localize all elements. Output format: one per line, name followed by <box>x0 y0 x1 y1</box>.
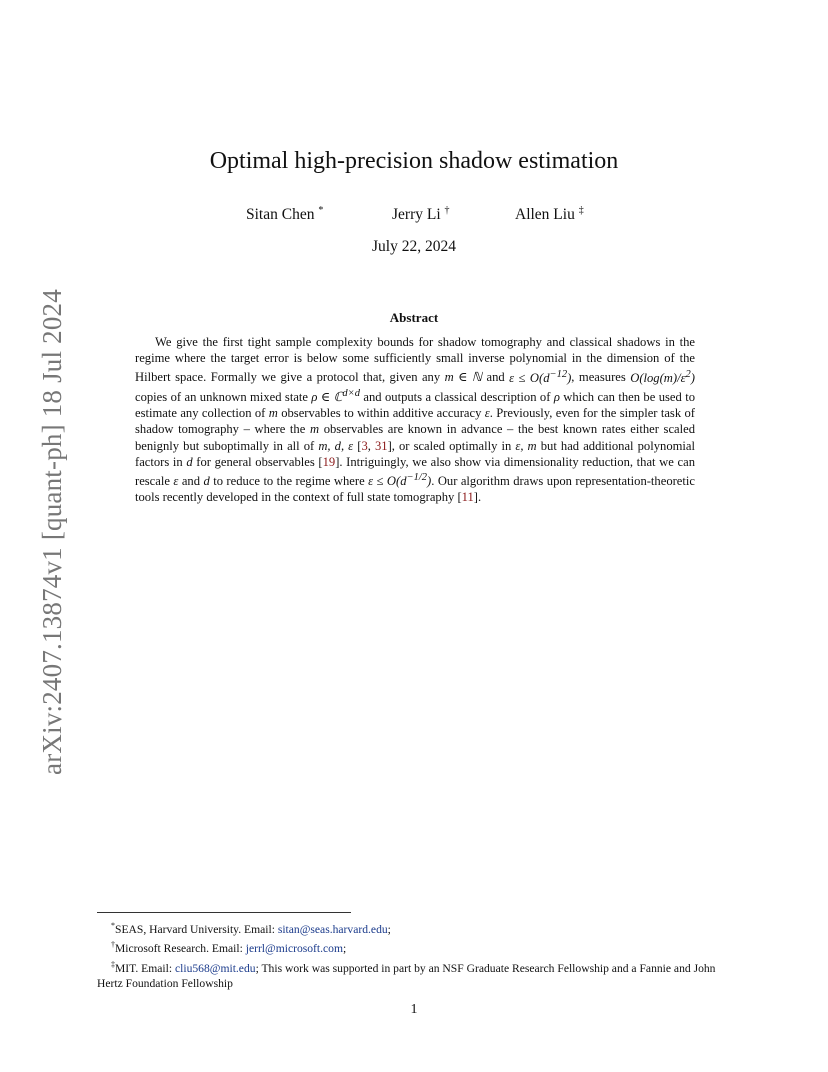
author-1-mark: * <box>318 205 324 216</box>
paper-date: July 22, 2024 <box>372 238 456 255</box>
paper-title: Optimal high-precision shadow estimation <box>209 148 619 174</box>
footnote-3: ‡MIT. Email: cliu568@mit.edu; This work was supported in part by an NSF Graduate Research Fellowship and a Fannie and John Hertz Foundation Fellowship <box>97 959 716 991</box>
citation-31[interactable]: 31 <box>374 438 388 453</box>
footnotes <box>97 918 737 992</box>
page-number: 1 <box>410 1002 418 1017</box>
email-link-chen[interactable]: sitan@seas.harvard.edu <box>277 922 388 936</box>
author-3 <box>515 205 584 224</box>
author-3-mark: ‡ <box>578 205 584 216</box>
citation-3[interactable]: 3 <box>361 438 368 453</box>
citation-11[interactable]: 11 <box>461 490 474 505</box>
author-1 <box>246 205 323 224</box>
email-link-li[interactable]: jerrl@microsoft.com <box>245 942 343 956</box>
footnote-2: †Microsoft Research. Email: jerrl@microsoft.com; <box>111 940 347 956</box>
author-2-mark: † <box>444 205 450 216</box>
author-2 <box>392 205 450 224</box>
footnote-1: *SEAS, Harvard University. Email: sitan@seas.harvard.edu; <box>111 921 391 936</box>
abstract-body <box>135 334 695 506</box>
footnote-rule <box>97 912 351 913</box>
abstract-heading: Abstract <box>389 310 439 325</box>
author-3-name: Allen Liu <box>515 206 575 224</box>
abstract-paragraph: We give the first tight sample complexity bounds for shadow tomography and classical shadows in the regime where the target error is below some sufficiently small inverse polynomial in the dimension of the Hilbert space. Formally we give a protocol that, given any m ∈ ℕ and $\varepsilon \le O(d^{-12})$, measures $O(\log(m)/\varepsilon^2)$ copies of an unknown mixed state ρ ∈ ℂ$^{d\times d}$ and outputs a classical description of ρ which can then be used to estimate any collection of m observables to within additive accuracy ε. Previously, even for the simpler task of shadow tomography – where the m observables are known in advance – the best known rates either scaled benignly but suboptimally in all of m, d, ε [3, 31], or scaled optimally in ε, m but had additional polynomial factors in d for general observables [19]. Intriguingly, we also show via dimensionality reduction, that we can rescale ε and d to reduce to the regime where $\varepsilon \le O(d^{-1/2})$. Our algorithm draws upon representation-theoretic tools recently developed in the context of full state tomography [11]. <box>135 335 696 505</box>
author-1-name: Sitan Chen <box>246 206 315 224</box>
email-link-liu[interactable]: cliu568@mit.edu <box>175 961 256 975</box>
citation-19[interactable]: 19 <box>322 454 336 469</box>
arxiv-stamp: arXiv:2407.13874v1 [quant-ph] 18 Jul 2024 <box>37 289 67 775</box>
author-2-name: Jerry Li <box>392 206 441 224</box>
